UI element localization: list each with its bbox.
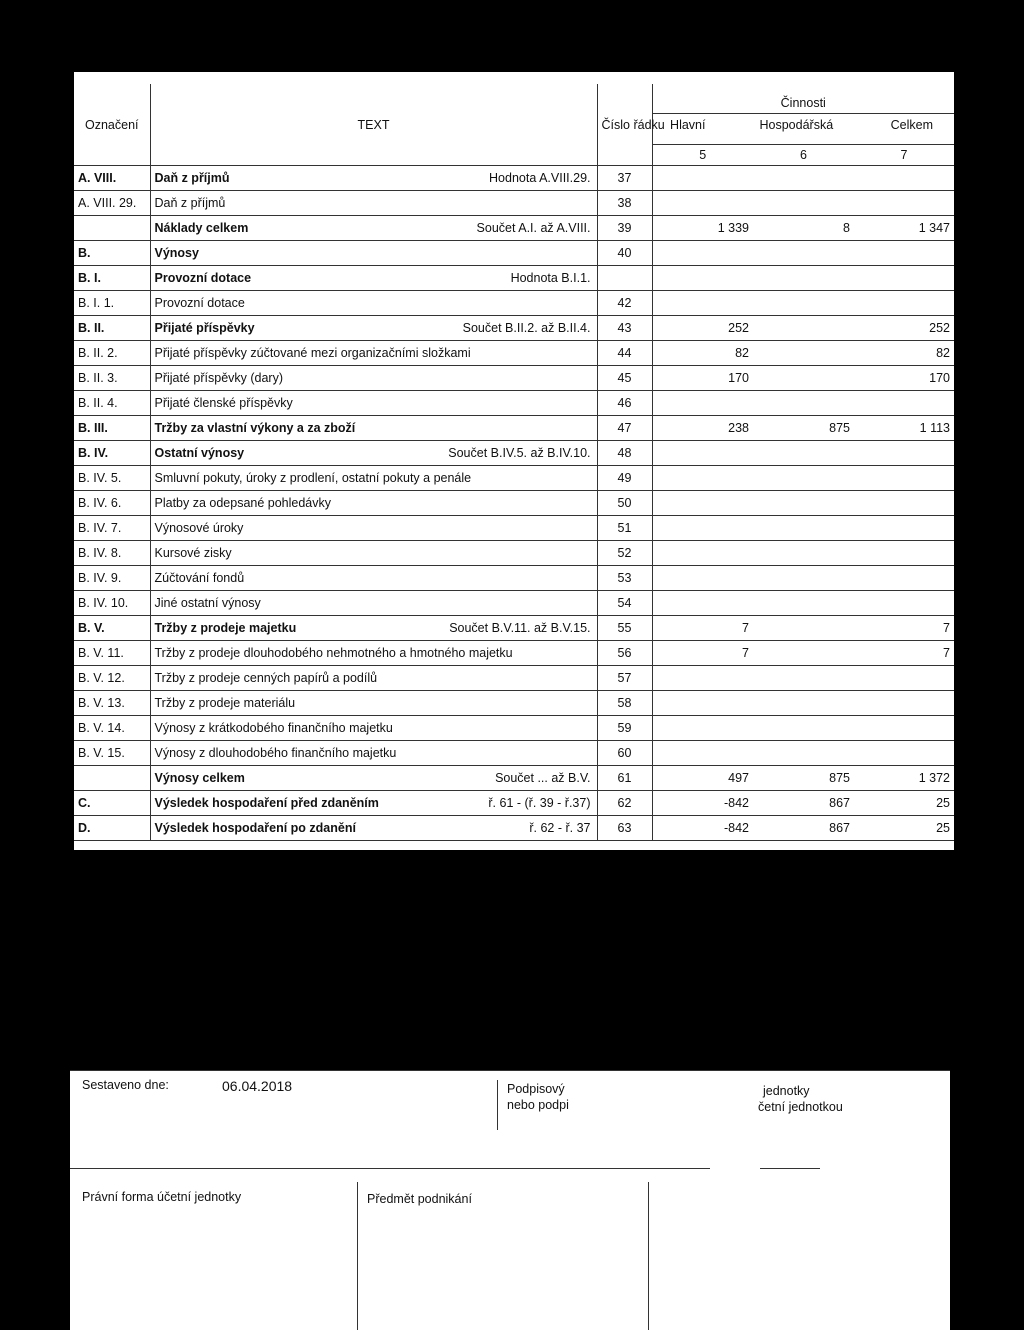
row-code: A. VIII.	[74, 166, 150, 191]
row-main: 252	[652, 316, 753, 341]
table-row	[74, 241, 954, 266]
row-line-number: 51	[597, 516, 652, 541]
header-activities	[652, 84, 954, 145]
row-text	[150, 366, 597, 391]
footer-mid-rule-2	[760, 1168, 820, 1169]
row-sum-formula: ř. 61 - (ř. 39 - ř.37)	[488, 796, 591, 810]
header-code: Označení	[74, 84, 150, 166]
row-text	[150, 341, 597, 366]
row-line-number: 62	[597, 791, 652, 816]
row-line-number: 49	[597, 466, 652, 491]
table-row	[74, 516, 954, 541]
table-row	[74, 491, 954, 516]
signature-label-2: nebo podpi	[507, 1098, 569, 1112]
row-main	[652, 566, 753, 591]
row-label: Výsledek hospodaření po zdanění	[154, 821, 356, 835]
row-total	[854, 541, 954, 566]
table-row	[74, 391, 954, 416]
row-main	[652, 391, 753, 416]
footer-divider-2	[357, 1182, 358, 1330]
row-total	[854, 741, 954, 766]
row-total	[854, 491, 954, 516]
row-label: Kursové zisky	[154, 546, 232, 560]
business-label: Předmět podnikání	[367, 1192, 472, 1206]
row-line-number: 38	[597, 191, 652, 216]
row-text	[150, 216, 597, 241]
row-line-number: 44	[597, 341, 652, 366]
table-row	[74, 316, 954, 341]
table-row	[74, 616, 954, 641]
row-line-number: 42	[597, 291, 652, 316]
row-code: B. III.	[74, 416, 150, 441]
row-econ	[753, 491, 854, 516]
signature-footer	[70, 1070, 950, 1330]
row-econ	[753, 166, 854, 191]
row-text	[150, 541, 597, 566]
row-sum-formula: Součet B.II.2. až B.II.4.	[462, 321, 591, 335]
legal-form-label: Právní forma účetní jednotky	[82, 1190, 242, 1204]
row-text	[150, 666, 597, 691]
row-line-number: 40	[597, 241, 652, 266]
row-text	[150, 416, 597, 441]
row-main: 82	[652, 341, 753, 366]
income-statement-table	[74, 84, 954, 841]
row-label: Výnosy z krátkodobého finančního majetku	[154, 721, 393, 735]
row-sum-formula: Hodnota B.I.1.	[510, 271, 591, 285]
table-row	[74, 266, 954, 291]
table-row	[74, 816, 954, 841]
row-total: 25	[854, 816, 954, 841]
row-main	[652, 691, 753, 716]
row-total: 7	[854, 641, 954, 666]
row-label: Tržby z prodeje dlouhodobého nehmotného a hmotného majetku	[154, 646, 513, 660]
header-line-number: Číslo řádku	[597, 84, 652, 166]
row-total: 252	[854, 316, 954, 341]
row-label: Tržby z prodeje majetku	[154, 621, 297, 635]
row-econ	[753, 366, 854, 391]
row-label: Tržby z prodeje cenných papírů a podílů	[154, 671, 378, 685]
row-text	[150, 641, 597, 666]
row-econ: 875	[753, 416, 854, 441]
num-total: 7	[854, 145, 954, 166]
row-code: B. I. 1.	[74, 291, 150, 316]
row-total: 170	[854, 366, 954, 391]
footer-divider	[497, 1080, 498, 1130]
row-line-number: 59	[597, 716, 652, 741]
row-total	[854, 516, 954, 541]
table-row	[74, 416, 954, 441]
row-label: Smluvní pokuty, úroky z prodlení, ostatní pokuty a penále	[154, 471, 472, 485]
row-label: Tržby z prodeje materiálu	[154, 696, 296, 710]
row-label: Přijaté příspěvky	[154, 321, 255, 335]
row-code: B. II.	[74, 316, 150, 341]
row-code: B. IV. 10.	[74, 591, 150, 616]
table-row	[74, 566, 954, 591]
table-row	[74, 791, 954, 816]
row-text	[150, 766, 597, 791]
row-sum-formula: Součet B.V.11. až B.V.15.	[449, 621, 591, 635]
row-code	[74, 766, 150, 791]
table-row	[74, 691, 954, 716]
row-total: 1 113	[854, 416, 954, 441]
num-main: 5	[652, 145, 753, 166]
num-econ: 6	[753, 145, 854, 166]
row-econ	[753, 616, 854, 641]
row-total	[854, 566, 954, 591]
row-text	[150, 291, 597, 316]
row-line-number: 47	[597, 416, 652, 441]
row-label: Výnosy	[154, 246, 199, 260]
unit-label-1: jednotky	[763, 1084, 810, 1098]
row-main	[652, 466, 753, 491]
row-sum-formula: Hodnota A.VIII.29.	[489, 171, 591, 185]
header-text: TEXT	[150, 84, 597, 166]
row-code: B. II. 4.	[74, 391, 150, 416]
row-line-number: 46	[597, 391, 652, 416]
row-text	[150, 716, 597, 741]
table-row	[74, 591, 954, 616]
row-code: B. IV. 6.	[74, 491, 150, 516]
row-econ	[753, 341, 854, 366]
table-header-row	[74, 84, 954, 145]
row-total	[854, 716, 954, 741]
row-code: B. IV. 5.	[74, 466, 150, 491]
row-text	[150, 566, 597, 591]
signature-label-1: Podpisový	[507, 1082, 565, 1096]
header-main: Hlavní	[670, 118, 706, 132]
row-text	[150, 391, 597, 416]
footer-top-rule	[70, 1070, 950, 1071]
row-main	[652, 441, 753, 466]
row-main	[652, 516, 753, 541]
row-line-number: 55	[597, 616, 652, 641]
table-row	[74, 666, 954, 691]
row-code: B. V. 13.	[74, 691, 150, 716]
row-label: Přijaté příspěvky (dary)	[154, 371, 284, 385]
row-label: Provozní dotace	[154, 296, 245, 310]
table-row	[74, 641, 954, 666]
row-line-number: 37	[597, 166, 652, 191]
row-code: B. IV. 9.	[74, 566, 150, 591]
row-total	[854, 241, 954, 266]
row-label: Tržby za vlastní výkony a za zboží	[154, 421, 356, 435]
row-econ	[753, 591, 854, 616]
row-text	[150, 241, 597, 266]
row-sum-formula: Součet ... až B.V.	[495, 771, 591, 785]
row-main: -842	[652, 791, 753, 816]
row-code: C.	[74, 791, 150, 816]
row-econ	[753, 716, 854, 741]
compiled-date: 06.04.2018	[222, 1078, 293, 1094]
row-total: 1 347	[854, 216, 954, 241]
row-code: B. IV. 8.	[74, 541, 150, 566]
row-econ	[753, 241, 854, 266]
row-econ	[753, 291, 854, 316]
row-code: B. IV. 7.	[74, 516, 150, 541]
table-row	[74, 291, 954, 316]
row-text	[150, 191, 597, 216]
row-line-number: 43	[597, 316, 652, 341]
row-label: Výsledek hospodaření před zdaněním	[154, 796, 379, 810]
row-label: Výnosové úroky	[154, 521, 244, 535]
row-text	[150, 791, 597, 816]
row-total	[854, 466, 954, 491]
row-line-number: 54	[597, 591, 652, 616]
row-main: 497	[652, 766, 753, 791]
row-econ: 867	[753, 816, 854, 841]
row-text	[150, 516, 597, 541]
row-total	[854, 666, 954, 691]
row-total	[854, 266, 954, 291]
row-econ	[753, 391, 854, 416]
row-econ	[753, 566, 854, 591]
row-text	[150, 166, 597, 191]
row-main	[652, 166, 753, 191]
row-main: 170	[652, 366, 753, 391]
row-line-number: 63	[597, 816, 652, 841]
row-code: B. II. 2.	[74, 341, 150, 366]
row-econ: 875	[753, 766, 854, 791]
row-code: A. VIII. 29.	[74, 191, 150, 216]
row-main	[652, 241, 753, 266]
row-line-number: 52	[597, 541, 652, 566]
row-total	[854, 441, 954, 466]
row-text	[150, 816, 597, 841]
row-main	[652, 191, 753, 216]
row-main: 7	[652, 641, 753, 666]
row-total: 82	[854, 341, 954, 366]
row-econ: 8	[753, 216, 854, 241]
row-total	[854, 291, 954, 316]
row-main	[652, 591, 753, 616]
table-row	[74, 716, 954, 741]
row-label: Přijaté členské příspěvky	[154, 396, 293, 410]
compiled-label: Sestaveno dne:	[82, 1078, 169, 1092]
row-main	[652, 666, 753, 691]
row-line-number: 57	[597, 666, 652, 691]
row-total	[854, 691, 954, 716]
row-label: Výnosy z dlouhodobého finančního majetku	[154, 746, 397, 760]
row-econ: 867	[753, 791, 854, 816]
row-label: Platby za odepsané pohledávky	[154, 496, 332, 510]
row-line-number: 53	[597, 566, 652, 591]
header-econ: Hospodářská	[759, 118, 834, 132]
row-label: Daň z příjmů	[154, 171, 230, 185]
row-econ	[753, 691, 854, 716]
row-text	[150, 316, 597, 341]
row-text	[150, 741, 597, 766]
row-sum-formula: Součet B.IV.5. až B.IV.10.	[448, 446, 591, 460]
row-total: 25	[854, 791, 954, 816]
table-row	[74, 166, 954, 191]
row-code: D.	[74, 816, 150, 841]
row-econ	[753, 466, 854, 491]
footer-mid-rule	[70, 1168, 710, 1169]
table-row	[74, 191, 954, 216]
row-main	[652, 741, 753, 766]
unit-label-2: četní jednotkou	[758, 1100, 843, 1114]
row-line-number: 45	[597, 366, 652, 391]
row-text	[150, 441, 597, 466]
row-line-number: 39	[597, 216, 652, 241]
row-code: B. IV.	[74, 441, 150, 466]
footer-divider-3	[648, 1182, 649, 1330]
row-code: B. V. 14.	[74, 716, 150, 741]
row-econ	[753, 516, 854, 541]
row-line-number	[597, 266, 652, 291]
row-econ	[753, 741, 854, 766]
row-main: 7	[652, 616, 753, 641]
row-econ	[753, 191, 854, 216]
table-row	[74, 216, 954, 241]
row-main	[652, 491, 753, 516]
row-main	[652, 291, 753, 316]
row-code: B. V. 11.	[74, 641, 150, 666]
row-label: Provozní dotace	[154, 271, 252, 285]
row-code: B.	[74, 241, 150, 266]
row-code: B. V. 12.	[74, 666, 150, 691]
row-label: Výnosy celkem	[154, 771, 245, 785]
row-total	[854, 591, 954, 616]
row-label: Ostatní výnosy	[154, 446, 245, 460]
row-label: Zúčtování fondů	[154, 571, 245, 585]
table-row	[74, 741, 954, 766]
row-econ	[753, 316, 854, 341]
row-main	[652, 266, 753, 291]
row-code: B. I.	[74, 266, 150, 291]
row-label: Přijaté příspěvky zúčtované mezi organizačními složkami	[154, 346, 471, 360]
row-econ	[753, 441, 854, 466]
row-main	[652, 716, 753, 741]
row-text	[150, 266, 597, 291]
row-econ	[753, 266, 854, 291]
row-main	[652, 541, 753, 566]
row-text	[150, 591, 597, 616]
row-code: B. V.	[74, 616, 150, 641]
row-text	[150, 491, 597, 516]
row-label: Náklady celkem	[154, 221, 249, 235]
row-text	[150, 616, 597, 641]
row-total	[854, 166, 954, 191]
table-row	[74, 766, 954, 791]
row-text	[150, 691, 597, 716]
header-activities-label: Činnosti	[653, 96, 955, 114]
row-main: 238	[652, 416, 753, 441]
row-line-number: 56	[597, 641, 652, 666]
table-row	[74, 366, 954, 391]
row-line-number: 61	[597, 766, 652, 791]
row-total	[854, 191, 954, 216]
row-econ	[753, 641, 854, 666]
row-econ	[753, 666, 854, 691]
row-total	[854, 391, 954, 416]
row-econ	[753, 541, 854, 566]
table-row	[74, 441, 954, 466]
table-row	[74, 541, 954, 566]
row-code	[74, 216, 150, 241]
table-row	[74, 466, 954, 491]
row-total: 1 372	[854, 766, 954, 791]
row-line-number: 50	[597, 491, 652, 516]
header-total: Celkem	[890, 118, 933, 132]
table-row	[74, 341, 954, 366]
row-line-number: 60	[597, 741, 652, 766]
row-main: 1 339	[652, 216, 753, 241]
row-total: 7	[854, 616, 954, 641]
row-main: -842	[652, 816, 753, 841]
row-sum-formula: Součet A.I. až A.VIII.	[476, 221, 591, 235]
row-code: B. II. 3.	[74, 366, 150, 391]
row-code: B. V. 15.	[74, 741, 150, 766]
row-line-number: 58	[597, 691, 652, 716]
row-line-number: 48	[597, 441, 652, 466]
row-sum-formula: ř. 62 - ř. 37	[529, 821, 591, 835]
row-label: Jiné ostatní výnosy	[154, 596, 261, 610]
row-text	[150, 466, 597, 491]
row-label: Daň z příjmů	[154, 196, 226, 210]
